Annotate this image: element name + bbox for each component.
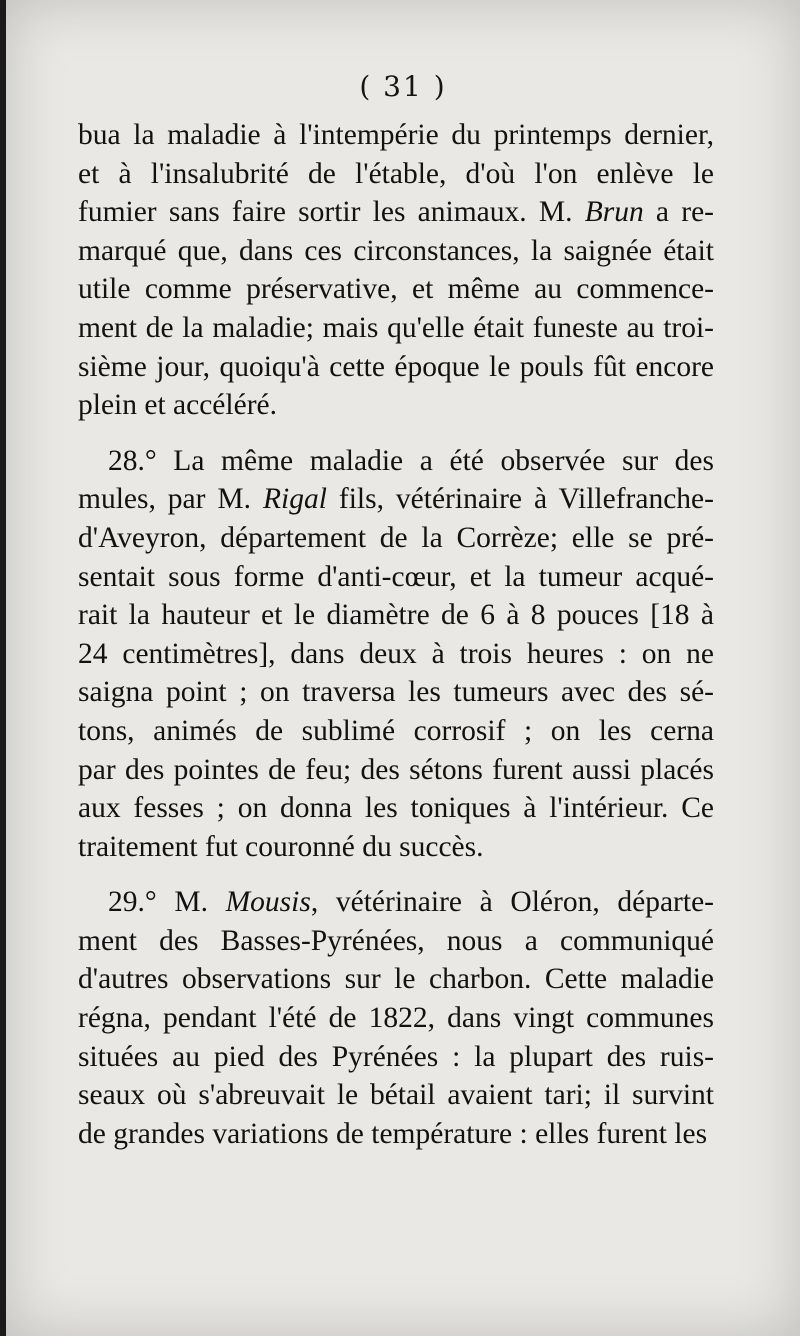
text-line: sentait sous forme d'anti-cœur, et la tumeur acqué-: [78, 560, 714, 593]
text-line: 24 centimètres], dans deux à trois heures : on ne: [78, 637, 714, 670]
text-line: traitement fut couronné du succès.: [78, 830, 484, 863]
italic-name: Mousis: [225, 886, 311, 919]
text-line: situées au pied des Pyrénées : la plupart des ruis-: [78, 1040, 714, 1073]
text-line: ment de la maladie; mais qu'elle était funeste au troi-: [78, 311, 714, 344]
text-line: 29.° M. Mousis, vétérinaire à Oléron, départe-: [108, 886, 714, 919]
text-line: plein et accéléré.: [78, 389, 277, 422]
text-line: tons, animés de sublimé corrosif ; on les cerna: [78, 714, 714, 747]
book-page: [6, 0, 800, 1336]
text-line: d'Aveyron, département de la Corrèze; elle se pré-: [78, 521, 714, 554]
page-number: ( 31 ): [359, 70, 447, 103]
text-line: par des pointes de feu; des sétons furent aussi placés: [78, 753, 714, 786]
text-line: de grandes variations de température : elles furent les: [78, 1117, 708, 1150]
text-line: rait la hauteur et le diamètre de 6 à 8 pouces [18 à: [78, 599, 714, 632]
text-line: bua la maladie à l'intempérie du printemps dernier,: [78, 119, 714, 151]
paragraph-gap: [78, 425, 714, 442]
text-line: fumier sans faire sortir les animaux. M. Brun a re-: [78, 196, 714, 229]
text-line: aux fesses ; on donna les toniques à l'intérieur. Ce: [78, 792, 714, 825]
italic-name: Brun: [584, 196, 644, 229]
paragraph-gap: [78, 866, 714, 883]
text-line: régna, pendant l'été de 1822, dans vingt communes: [78, 1002, 714, 1035]
text-line: d'autres observations sur le charbon. Cette maladie: [78, 963, 714, 996]
text-line: utile comme préservative, et même au commence-: [78, 273, 714, 306]
text-line: ment des Basses-Pyrénées, nous a communiqué: [78, 924, 714, 957]
text-line: saigna point ; on traversa les tumeurs avec des sé-: [78, 676, 714, 709]
text-line: mules, par M. Rigal fils, vétérinaire à Villefranche-: [78, 483, 714, 516]
text-line: marqué que, dans ces circonstances, la saignée était: [78, 234, 714, 267]
text-line: seaux où s'abreuvait le bétail avaient tari; il survint: [78, 1079, 714, 1112]
text-line: 28.° La même maladie a été observée sur des: [108, 444, 714, 477]
text-line: sième jour, quoiqu'à cette époque le pouls fût encore: [78, 350, 714, 383]
body-text: [78, 116, 714, 1153]
italic-name: Rigal: [263, 483, 327, 516]
text-line: et à l'insalubrité de l'étable, d'où l'on enlève le: [78, 157, 714, 190]
